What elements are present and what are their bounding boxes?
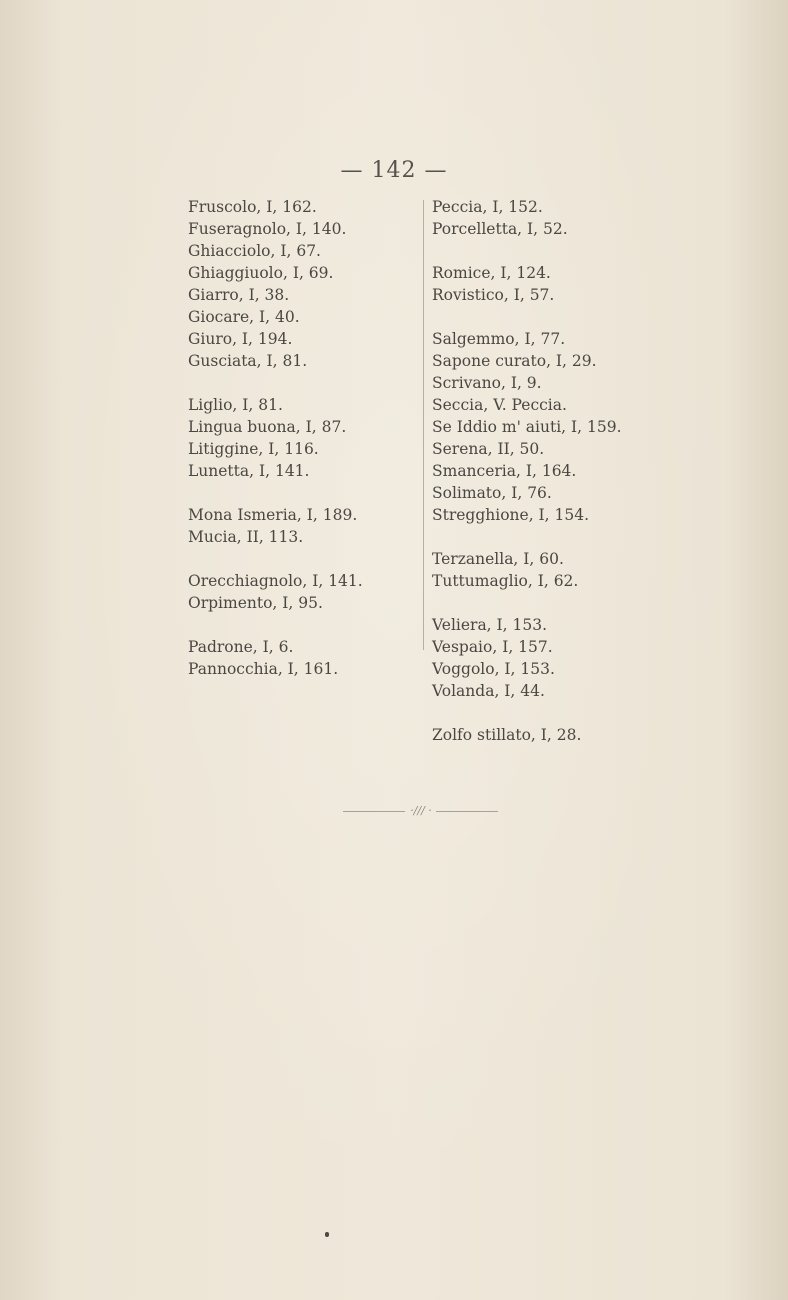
index-entry: Voggolo, I, 153. [432,660,555,678]
left-index-column [188,196,408,702]
page-number: — 142 — [340,158,448,183]
right-index-column [432,196,652,768]
index-entry: Gusciata, I, 81. [188,352,308,370]
index-entry: Seccia, V. Peccia. [432,396,567,414]
ornament-mark: ·/// · [410,804,432,817]
index-entry: Smanceria, I, 164. [432,462,577,480]
index-entry: Porcelletta, I, 52. [432,220,568,238]
index-entry: Terzanella, I, 60. [432,550,564,568]
index-group [188,570,408,614]
ornament-line-left [343,811,405,812]
index-entry: Orpimento, I, 95. [188,594,323,612]
index-entry: Ghiacciolo, I, 67. [188,242,321,260]
index-group [188,196,408,372]
index-entry: Padrone, I, 6. [188,638,294,656]
index-entry: Ghiaggiuolo, I, 69. [188,264,334,282]
index-entry: Mucia, II, 113. [188,528,304,546]
index-entry: Se Iddio m' aiuti, I, 159. [432,418,622,436]
index-entry: Sapone curato, I, 29. [432,352,597,370]
index-entry: Tuttumaglio, I, 62. [432,572,579,590]
index-entry: Mona Ismeria, I, 189. [188,506,358,524]
index-group [432,262,652,306]
index-entry: Serena, II, 50. [432,440,545,458]
index-group [432,328,652,526]
index-entry: Pannocchia, I, 161. [188,660,339,678]
index-entry: Lunetta, I, 141. [188,462,310,480]
index-group [188,636,408,680]
index-entry: Salgemmo, I, 77. [432,330,566,348]
index-group [432,548,652,592]
index-entry: Giarro, I, 38. [188,286,290,304]
end-ornament [343,803,498,819]
index-entry: Peccia, I, 152. [432,198,543,216]
index-group [188,394,408,482]
index-group [432,724,652,746]
index-entry: Litiggine, I, 116. [188,440,319,458]
index-group [432,614,652,702]
index-entry: Zolfo stillato, I, 28. [432,726,582,744]
ornament-line-right [436,811,498,812]
index-entry: Veliera, I, 153. [432,616,548,634]
index-entry: Orecchiagnolo, I, 141. [188,572,363,590]
column-divider [423,200,424,650]
index-entry: Solimato, I, 76. [432,484,552,502]
index-entry: Scrivano, I, 9. [432,374,542,392]
index-entry: Fuseragnolo, I, 140. [188,220,347,238]
ink-dot [325,1232,329,1237]
index-entry: Vespaio, I, 157. [432,638,553,656]
index-entry: Volanda, I, 44. [432,682,545,700]
index-entry: Stregghione, I, 154. [432,506,590,524]
index-entry: Fruscolo, I, 162. [188,198,317,216]
index-entry: Rovistico, I, 57. [432,286,555,304]
index-group [432,196,652,240]
index-group [188,504,408,548]
index-entry: Lingua buona, I, 87. [188,418,347,436]
index-entry: Romice, I, 124. [432,264,551,282]
index-entry: Giuro, I, 194. [188,330,293,348]
index-entry: Liglio, I, 81. [188,396,283,414]
index-entry: Giocare, I, 40. [188,308,300,326]
